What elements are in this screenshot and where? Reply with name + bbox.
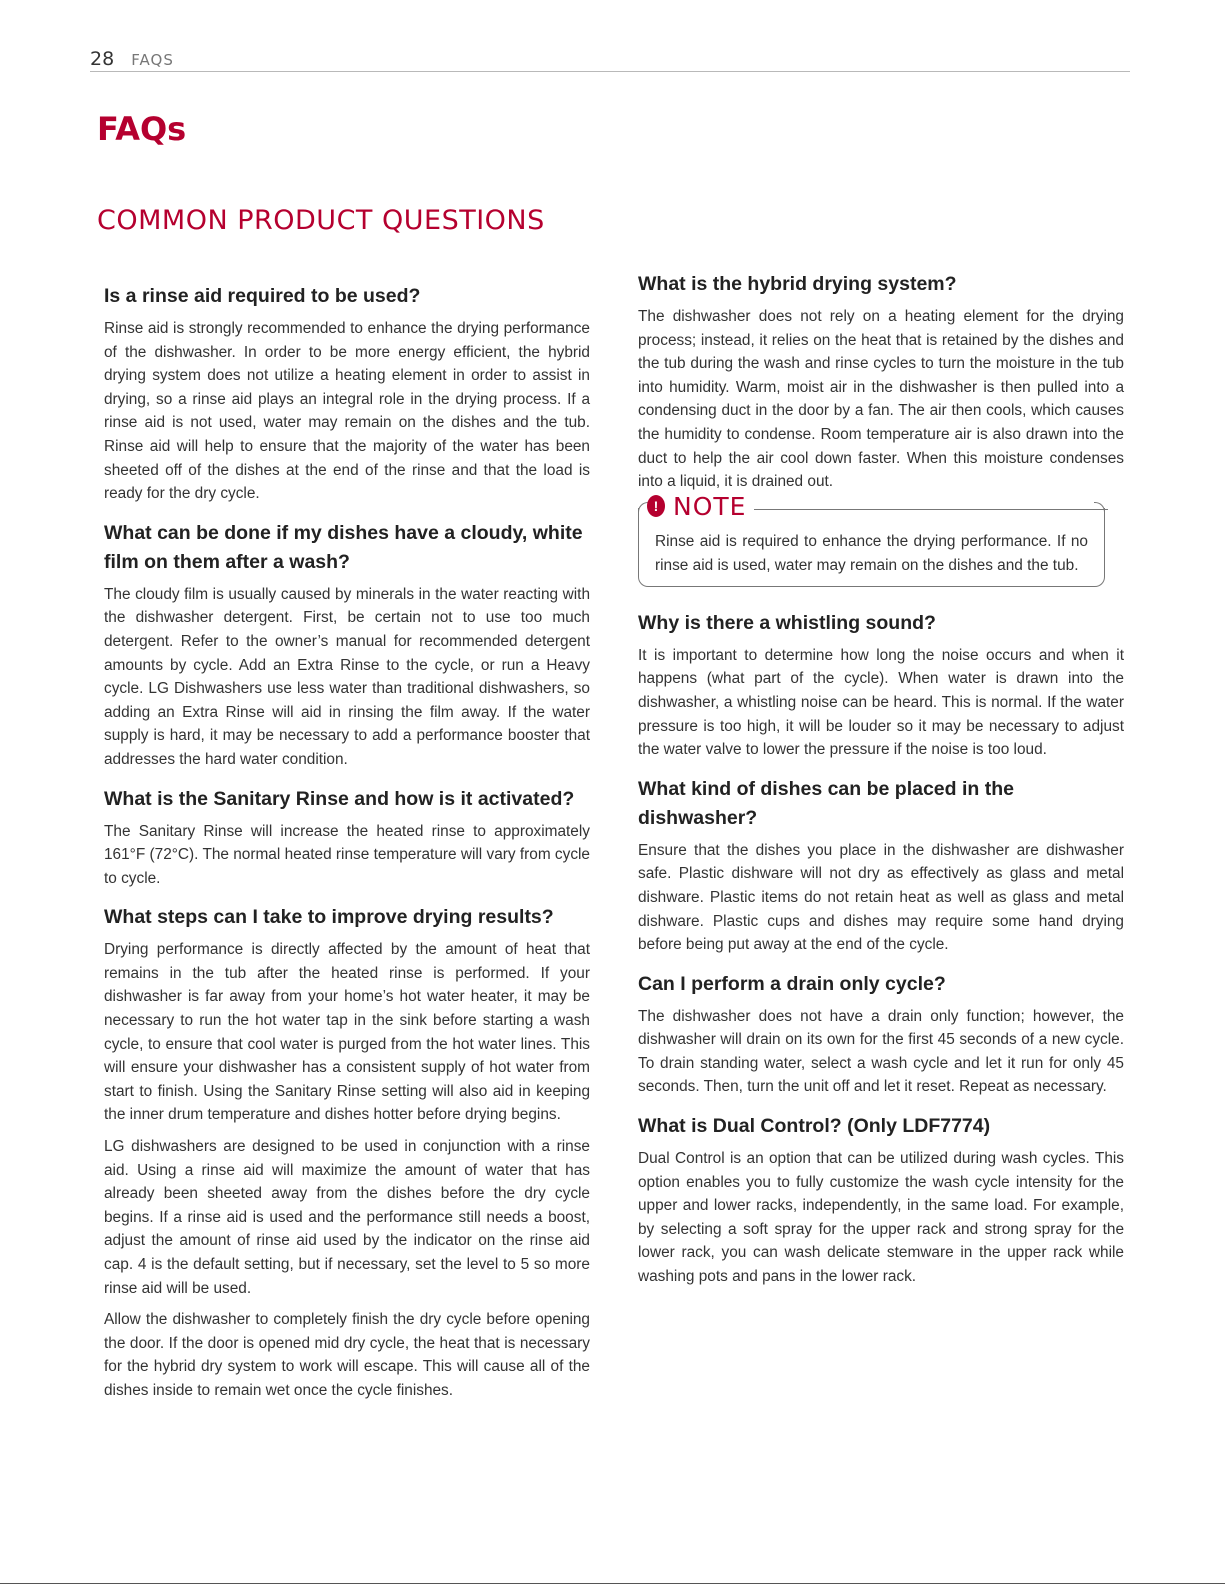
faq-answer: The cloudy film is usually caused by minerals in the water reacting with the dishwasher detergent. First, be certain not to use too much detergent. Refer to the owner’s manual for recommended detergent amounts by cycle. Add an Extra Rinse to the cycle, or run a Heavy cycle. LG Dishwashers use less water than traditional dishwashers, so adding an Extra Rinse will aid in rinsing the film away. If the water supply is hard, it may be necessary to add a performance booster that addresses the hard water condition. — [104, 585, 590, 768]
warning-icon: ! — [647, 495, 665, 517]
faq-question: What is the Sanitary Rinse and how is it activated? — [104, 787, 575, 810]
faq-question: What steps can I take to improve drying results? — [104, 906, 554, 929]
faq-question: What kind of dishes can be placed in the dishwasher? — [638, 777, 1014, 829]
faq-question: What can be done if my dishes have a cloudy, white film on them after a wash? — [104, 521, 583, 573]
faq-answer: It is important to determine how long the noise occurs and when it happens (what part of the cycle). When water is drawn into the dishwasher, a whistling noise can be heard. This is normal. If the water pressure is too high, it will be louder so it may be necessary to adjust the water valve to lower the pressure if the noise is too loud. — [638, 646, 1124, 759]
section-heading: COMMON PRODUCT QUESTIONS — [97, 205, 545, 236]
page-title: FAQs — [97, 110, 187, 148]
note-text: Rinse aid is required to enhance the drying performance. If no rinse aid is used, water may remain on the dishes and the tub. — [655, 532, 1088, 574]
right-column — [638, 270, 1124, 1302]
faq-question: Why is there a whistling sound? — [638, 611, 936, 634]
faq-item — [638, 775, 1124, 957]
faq-answer: Allow the dishwasher to completely finish the dry cycle before opening the door. If the door is opened mid dry cycle, the heat that is necessary for the hybrid dry system to work will escape. This will cause all of the dishes inside to remain wet once the cycle finishes. — [104, 1311, 590, 1399]
faq-answer: The dishwasher does not have a drain only function; however, the dishwasher will drain on its own for the first 45 seconds of a new cycle. To drain standing water, select a wash cycle and let it run for only 45 seconds. Then, turn the unit off and let it reset. Repeat as necessary. — [638, 1007, 1124, 1096]
note-header — [635, 492, 1108, 521]
faq-answer: Rinse aid is strongly recommended to enhance the drying performance of the dishwasher. In order to be more energy efficient, the hybrid drying system does not utilize a heating element in order to assist in drying, so a rinse aid plays an integral role in the drying process. If a rinse aid is not used, water may remain on the dishes and the tub. Rinse aid will help to ensure that the majority of the water has been sheeted off of the dishes at the end of the rinse and that the load is ready for the dry cycle. — [104, 320, 590, 503]
faq-question: Can I perform a drain only cycle? — [638, 972, 946, 995]
faq-item — [638, 1112, 1124, 1289]
faq-item — [104, 282, 590, 506]
faq-question: Is a rinse aid required to be used? — [104, 285, 421, 307]
faq-question: What is Dual Control? (Only LDF7774) — [638, 1115, 991, 1138]
faq-answer: Dual Control is an option that can be utilized during wash cycles. This option enables you to fully customize the wash cycle intensity for the upper and lower racks, independently, in the same load. For example, by selecting a soft spray for the upper rack and strong spray for the lower rack, you can wash delicate stemware in the upper rack while washing pots and pans in the lower rack. — [638, 1150, 1124, 1286]
note-title: NOTE — [673, 492, 754, 521]
faq-answer: LG dishwashers are designed to be used in conjunction with a rinse aid. Using a rinse aid will maximize the amount of water that has already been sheeted away from the dishes before the dry cycle begins. If a rinse aid is used and the performance still needs a boost, adjust the amount of rinse aid used by the indicator on the rinse aid cap. 4 is the default setting, but if necessary, set the level to 5 so more rinse aid will be used. — [104, 1138, 590, 1297]
faq-item — [638, 970, 1124, 1099]
faq-answer: The Sanitary Rinse will increase the heated rinse to approximately 161°F (72°C). The normal heated rinse temperature will vary from cycle to cycle. — [104, 822, 590, 887]
faq-question: What is the hybrid drying system? — [638, 273, 957, 295]
faq-item — [104, 519, 590, 772]
faq-answer: The dishwasher does not rely on a heating element for the drying process; instead, it relies on the heat that is retained by the dishes and the tub during the wash and rinse cycles to turn the moisture in the tub into humidity. Warm, moist air in the dishwasher is then pulled into a condensing duct in the door by a fan. The air then cools, which causes the humidity to condense. Room temperature air is also drawn into the duct to help the air cool down faster. When this moisture condenses into a liquid, it is drained out. — [638, 308, 1124, 491]
page-number: 28 — [90, 48, 115, 70]
faq-answer: Ensure that the dishes you place in the dishwasher are dishwasher safe. Plastic dishware will not dry as effectively as glass and metal dishware. Plastic items do not retain heat as well as glass and metal dishware. Plastic cups and dishes may require some hand drying before being put away at the end of the cycle. — [638, 841, 1124, 954]
header-section-name: FAQS — [131, 51, 174, 69]
faq-item — [638, 609, 1124, 762]
left-column — [104, 282, 590, 1416]
page-header — [90, 48, 1130, 72]
faq-item — [638, 270, 1124, 494]
bottom-divider — [0, 1583, 1225, 1584]
note-box — [638, 491, 1105, 587]
faq-item — [104, 903, 590, 1402]
note-divider — [754, 509, 1108, 510]
faq-answer: Drying performance is directly affected by the amount of heat that remains in the tub after the heated rinse is performed. If your dishwasher is far away from your home’s hot water heater, it may be necessary to run the hot water tap in the sink before starting a wash cycle, to ensure that cool water is purged from the hot water lines. This will ensure your dishwasher has a consistent supply of hot water from start to finish. Using the Sanitary Rinse setting will also aid in keeping the inner drum temperature and dishes hotter before drying begins. — [104, 941, 590, 1124]
faq-item — [104, 785, 590, 891]
